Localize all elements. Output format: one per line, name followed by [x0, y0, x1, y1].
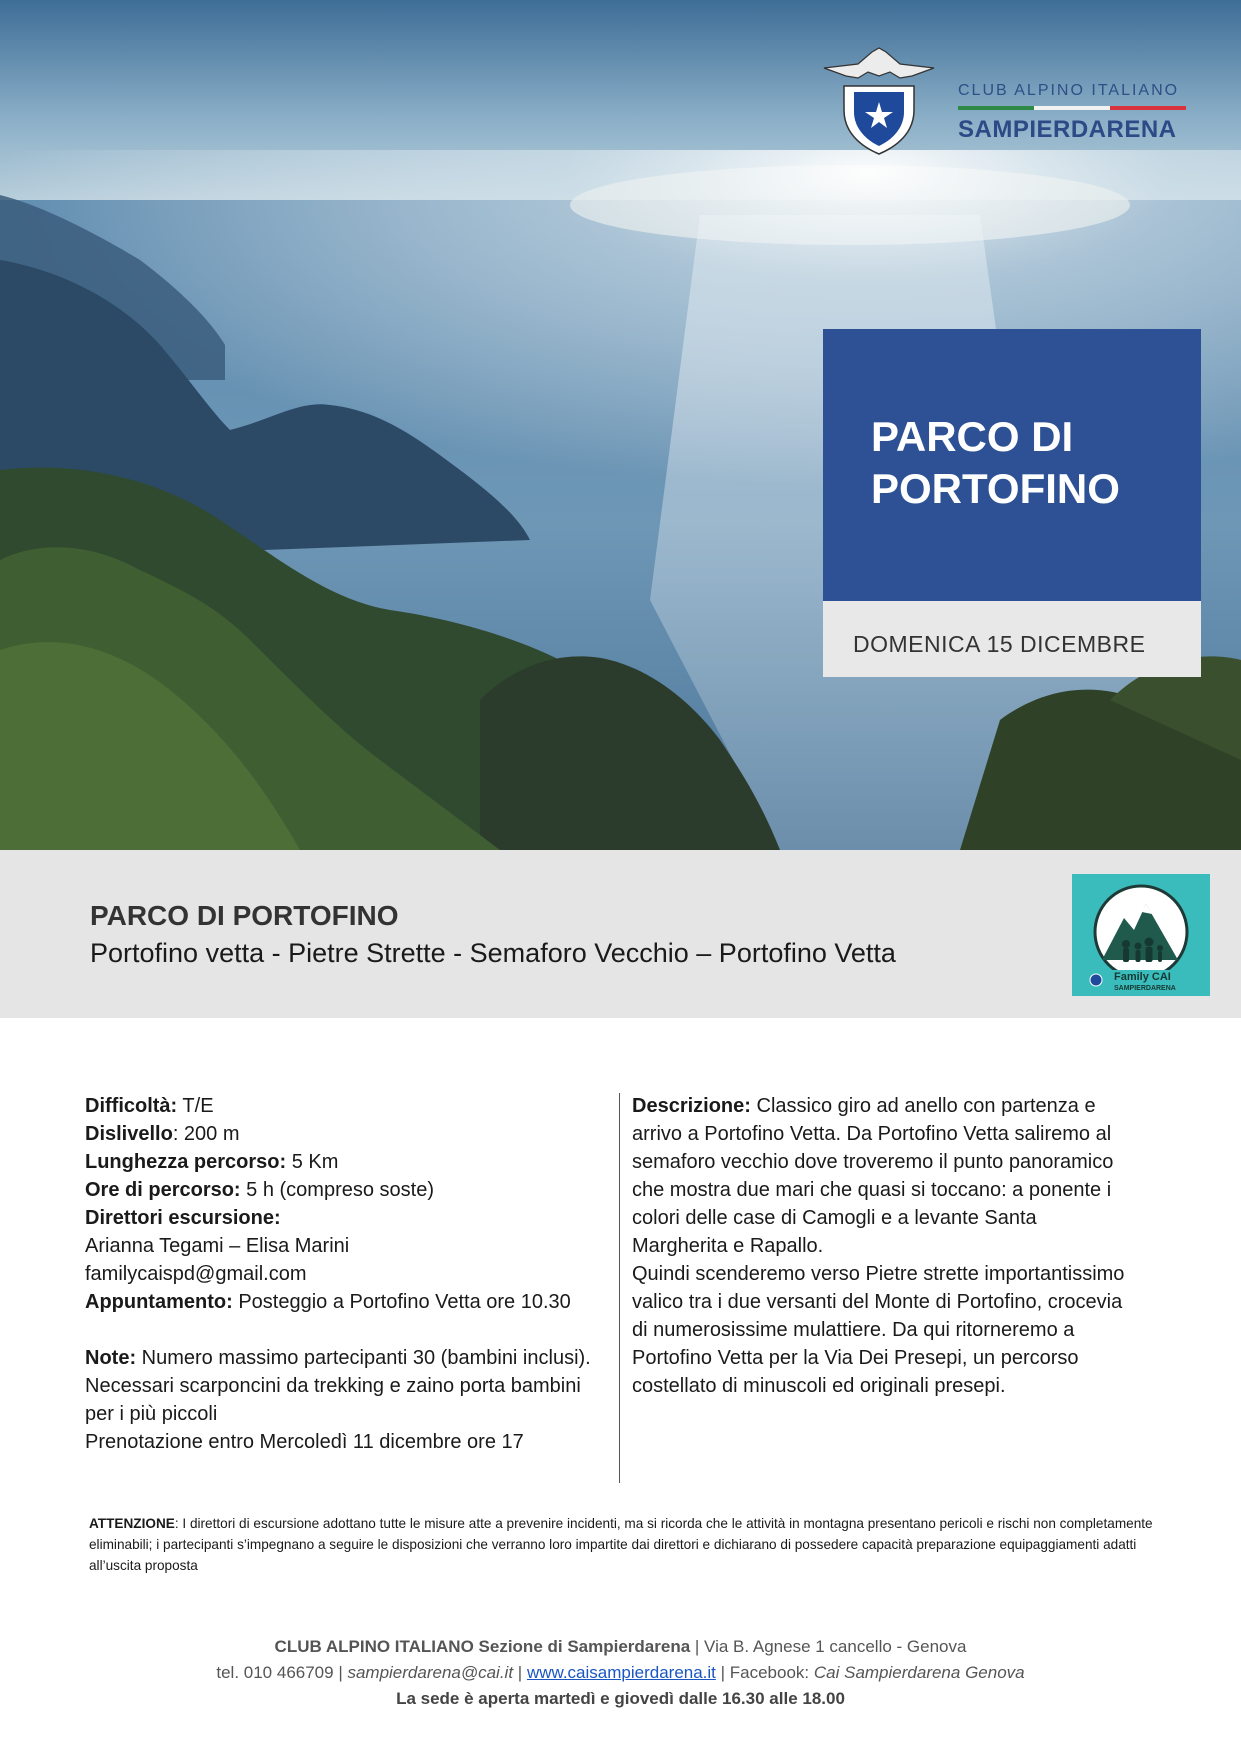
- date-box: [823, 601, 1201, 677]
- route-description: Portofino vetta - Pietre Strette - Semaforo Vecchio – Portofino Vetta: [90, 938, 896, 968]
- attention-label: ATTENZIONE: [89, 1516, 175, 1531]
- details-column: [85, 1092, 615, 1456]
- length-row: [85, 1148, 615, 1176]
- attention-text: : I direttori di escursione adottano tutte le misure atte a prevenire incidenti, ma si ricorda che le attività in montagna presentano pericoli e rischi non completamente eliminabili; i partecipanti s’impegnano a seguire le disposizioni che verranno loro impartite dai direttori e dichiarano di possedere capacità preparazione equipaggiamenti adatti all’uscita proposta: [89, 1516, 1153, 1573]
- event-date: DOMENICA 15 DICEMBRE: [853, 631, 1146, 657]
- meeting-row: [85, 1288, 615, 1316]
- cai-eagle-star-emblem-icon: [820, 46, 938, 156]
- tricolor-line: [958, 106, 1186, 110]
- duration-label: Ore di percorso:: [85, 1179, 241, 1201]
- footer-separator: |: [513, 1663, 527, 1682]
- title-box: [823, 329, 1201, 601]
- footer-opening-hours: La sede è aperta martedì e giovedì dalle 16.30 alle 18.00: [396, 1689, 845, 1708]
- footer-address-line: [0, 1634, 1241, 1660]
- org-name: CLUB ALPINO ITALIANO: [958, 82, 1180, 99]
- meeting-label: Appuntamento:: [85, 1291, 233, 1313]
- difficulty-row: [85, 1092, 615, 1120]
- contact-email: familycaispd@gmail.com: [85, 1263, 307, 1285]
- notes-equipment: Necessari scarponcini da trekking e zaino porta bambini per i più piccoli: [85, 1375, 581, 1425]
- duration-value: 5 h (compreso soste): [240, 1179, 435, 1201]
- footer-contact-line: [0, 1660, 1241, 1686]
- route-title: PARCO DI PORTOFINO: [90, 900, 399, 931]
- directors-names: Arianna Tegami – Elisa Marini: [85, 1235, 350, 1257]
- duration-row: [85, 1176, 615, 1204]
- family-logo-text: Family CAI: [1114, 971, 1171, 983]
- notes-row: [85, 1344, 615, 1372]
- attention-notice: [89, 1513, 1159, 1576]
- directors-label: Direttori escursione:: [85, 1207, 281, 1229]
- description-text: Classico giro ad anello con partenza e arrivo a Portofino Vetta. Da Portofino Vetta saliremo al semaforo vecchio dove troveremo il punto panoramico che mostra due mari che quasi si toccano: a ponente i colori delle case di Camogli e a levante Santa Margherita e Rapallo.: [632, 1095, 1114, 1257]
- description-paragraph-2: Quindi scenderemo verso Pietre strette importantissimo valico tra i due versanti del Monte di Portofino, crocevia di numerosissime mulattiere. Da qui ritorneremo a Portofino Vetta per la Via Dei Presepi, un percorso costellato di minuscoli ed originali presepi.: [632, 1263, 1125, 1397]
- footer-facebook: Cai Sampierdarena Genova: [813, 1663, 1025, 1682]
- family-mountain-logo-icon: [1072, 874, 1210, 996]
- footer-facebook-label: | Facebook:: [715, 1663, 814, 1682]
- footer-website-link[interactable]: www.caisampierdarena.it: [526, 1663, 716, 1682]
- notes-label: Note:: [85, 1347, 137, 1369]
- elevation-value: : 200 m: [172, 1123, 240, 1145]
- route-band: [0, 850, 1241, 1018]
- description-column: [632, 1092, 1132, 1400]
- difficulty-label: Difficoltà:: [85, 1095, 178, 1117]
- meeting-value: Posteggio a Portofino Vetta ore 10.30: [232, 1291, 571, 1313]
- footer-address: | Via B. Agnese 1 cancello - Genova: [690, 1637, 967, 1656]
- section-name: SAMPIERDARENA: [958, 116, 1177, 143]
- notes-value: Numero massimo partecipanti 30 (bambini inclusi).: [136, 1347, 591, 1369]
- length-value: 5 Km: [286, 1151, 339, 1173]
- family-logo-subtext: SAMPIERDARENA: [1114, 985, 1176, 992]
- length-label: Lunghezza percorso:: [85, 1151, 287, 1173]
- elevation-label: Dislivello: [85, 1123, 173, 1145]
- footer: [0, 1634, 1241, 1712]
- footer-phone: tel. 010 466709 |: [216, 1663, 348, 1682]
- cai-logo: [820, 46, 1190, 156]
- family-cai-logo: [1072, 874, 1210, 996]
- elevation-row: [85, 1120, 615, 1148]
- description-label: Descrizione:: [632, 1095, 751, 1117]
- description-paragraph: [632, 1092, 1132, 1260]
- difficulty-value: T/E: [177, 1095, 214, 1117]
- column-divider: [619, 1093, 620, 1483]
- footer-org: CLUB ALPINO ITALIANO Sezione di Sampierdarena: [274, 1637, 691, 1656]
- page-title: PARCO DI PORTOFINO: [871, 413, 1120, 512]
- booking-deadline: Prenotazione entro Mercoledì 11 dicembre ore 17: [85, 1431, 524, 1453]
- footer-email[interactable]: sampierdarena@cai.it: [347, 1663, 514, 1682]
- directors-row: [85, 1204, 615, 1232]
